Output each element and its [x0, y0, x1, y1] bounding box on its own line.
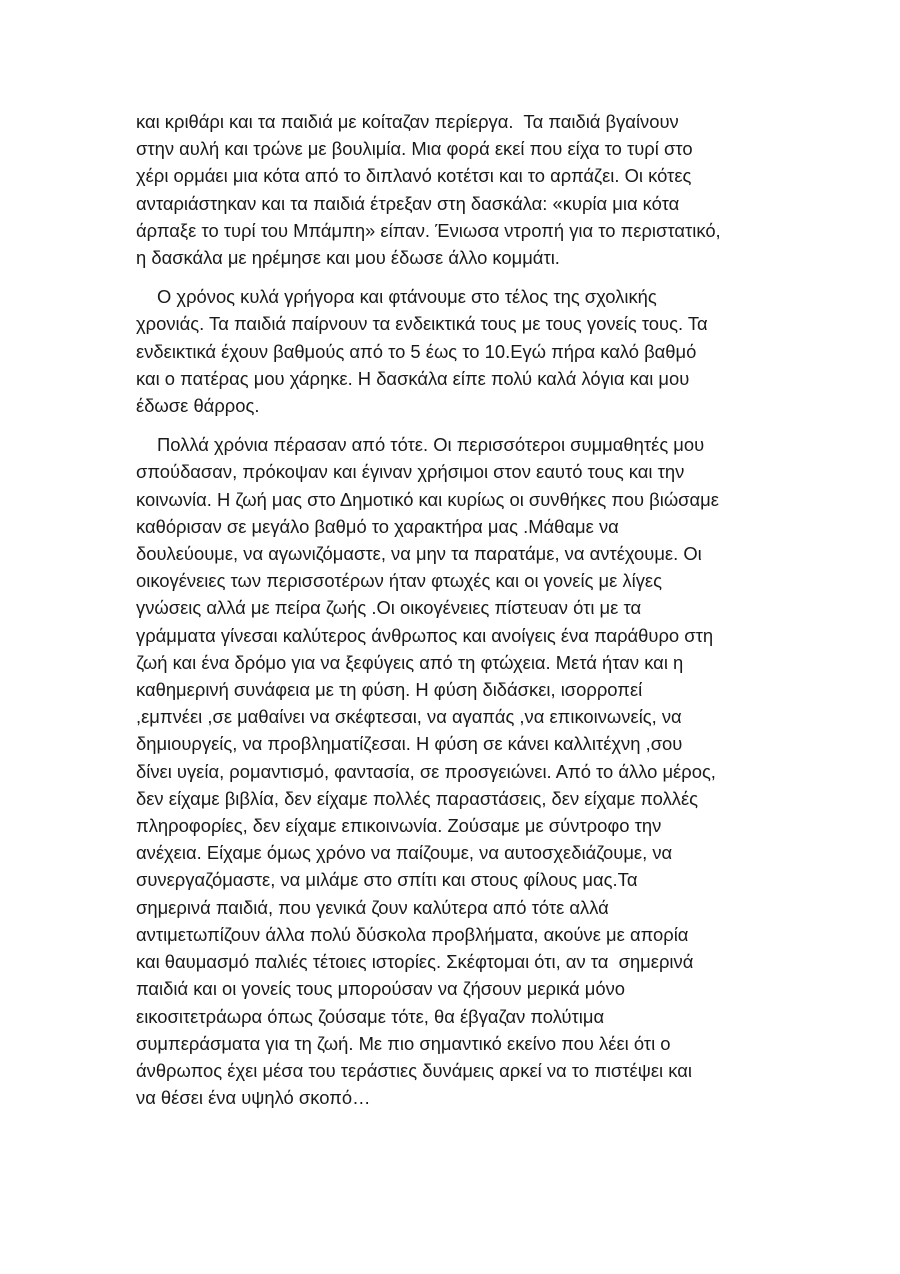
text-line: η δασκάλα με ηρέμησε και μου έδωσε άλλο κομμάτι.	[136, 247, 560, 269]
text-line: δεν είχαμε βιβλία, δεν είχαμε πολλές παραστάσεις, δεν είχαμε πολλές	[136, 787, 699, 809]
document-body	[136, 108, 772, 1123]
text-line: σημερινά παιδιά, που γενικά ζουν καλύτερα από τότε αλλά	[136, 896, 609, 918]
text-line: γράμματα γίνεσαι καλύτερος άνθρωπος και ανοίγεις ένα παράθυρο στη	[136, 624, 714, 646]
text-line: πληροφορίες, δεν είχαμε επικοινωνία. Ζούσαμε με σύντροφο την	[136, 815, 662, 837]
text-line: συμπεράσματα για τη ζωή. Με πιο σημαντικό εκείνο που λέει ότι ο	[136, 1032, 671, 1054]
text-line: οικογένειες των περισσοτέρων ήταν φτωχές και οι γονείς με λίγες	[136, 570, 662, 592]
text-line: και ο πατέρας μου χάρηκε. Η δασκάλα είπε πολύ καλά λόγια και μου	[136, 367, 690, 389]
text-line: στην αυλή και τρώνε με βουλιμία. Μια φορά εκεί που είχα το τυρί στο	[136, 138, 693, 160]
text-line: κοινωνία. Η ζωή μας στο Δημοτικό και κυρίως οι συνθήκες που βιώσαμε	[136, 488, 719, 510]
text-line: Ο χρόνος κυλά γρήγορα και φτάνουμε στο τέλος της σχολικής	[157, 286, 657, 308]
text-line: γνώσεις αλλά με πείρα ζωής .Οι οικογένειες πίστευαν ότι με τα	[136, 597, 642, 619]
text-line: παιδιά και οι γονείς τους μπορούσαν να ζήσουν μερικά μόνο	[136, 978, 626, 1000]
text-line: έδωσε θάρρος.	[136, 395, 260, 417]
text-line: ενδεικτικά έχουν βαθμούς από το 5 έως το 10.Εγώ πήρα καλό βαθμό	[136, 340, 697, 362]
text-line: σπούδασαν, πρόκοψαν και έγιναν χρήσιμοι στον εαυτό τους και την	[136, 461, 685, 483]
text-line: δίνει υγεία, ρομαντισμό, φαντασία, σε προσγειώνει. Από το άλλο μέρος,	[136, 760, 716, 782]
text-line: δουλεύουμε, να αγωνιζόμαστε, να μην τα παρατάμε, να αντέχουμε. Οι	[136, 543, 702, 565]
text-line: να θέσει ένα υψηλό σκοπό…	[136, 1087, 371, 1109]
text-line: καθόρισαν σε μεγάλο βαθμό το χαρακτήρα μας .Μάθαμε να	[136, 515, 619, 537]
paragraph-2	[136, 283, 772, 419]
text-line: και κριθάρι και τα παιδιά με κοίταζαν περίεργα. Τα παιδιά βγαίνουν	[136, 111, 679, 132]
text-line: χρονιάς. Τα παιδιά παίρνουν τα ενδεικτικά τους με τους γονείς τους. Τα	[136, 313, 708, 335]
text-line: ζωή και ένα δρόμο για να ξεφύγεις από τη φτώχεια. Μετά ήταν και η	[136, 651, 684, 673]
text-line: καθημερινή συνάφεια με τη φύση. Η φύση διδάσκει, ισορροπεί	[136, 679, 643, 701]
text-line: εικοσιτετράωρα όπως ζούσαμε τότε, θα έβγαζαν πολύτιμα	[136, 1005, 605, 1027]
text-line: ανταριάστηκαν και τα παιδιά έτρεξαν στη δασκάλα: «κυρία μια κότα	[136, 192, 680, 214]
text-line: αντιμετωπίζουν άλλα πολύ δύσκολα προβλήματα, ακούνε με απορία	[136, 923, 689, 945]
text-line: Πολλά χρόνια πέρασαν από τότε. Οι περισσότεροι συμμαθητές μου	[157, 434, 705, 456]
text-line: συνεργαζόμαστε, να μιλάμε στο σπίτι και στους φίλους μας.Τα	[136, 869, 638, 891]
text-line: ,εμπνέει ,σε μαθαίνει να σκέφτεσαι, να αγαπάς ,να επικοινωνείς, να	[136, 706, 682, 728]
text-line: και θαυμασμό παλιές τέτοιες ιστορίες. Σκέφτομαι ότι, αν τα σημερινά	[136, 951, 694, 973]
paragraph-3	[136, 431, 772, 1111]
text-line: δημιουργείς, να προβληματίζεσαι. Η φύση σε κάνει καλλιτέχνη ,σου	[136, 733, 683, 755]
text-line: άνθρωπος έχει μέσα του τεράστιες δυνάμεις αρκεί να το πιστέψει και	[136, 1059, 692, 1081]
text-line: ανέχεια. Είχαμε όμως χρόνο να παίζουμε, να αυτοσχεδιάζουμε, να	[136, 842, 673, 864]
paragraph-1	[136, 108, 772, 271]
text-line: άρπαξε το τυρί του Μπάμπη» είπαν. Ένιωσα ντροπή για το περιστατικό,	[136, 219, 721, 241]
text-line: χέρι ορμάει μια κότα από το διπλανό κοτέτσι και το αρπάζει. Οι κότες	[136, 165, 692, 187]
